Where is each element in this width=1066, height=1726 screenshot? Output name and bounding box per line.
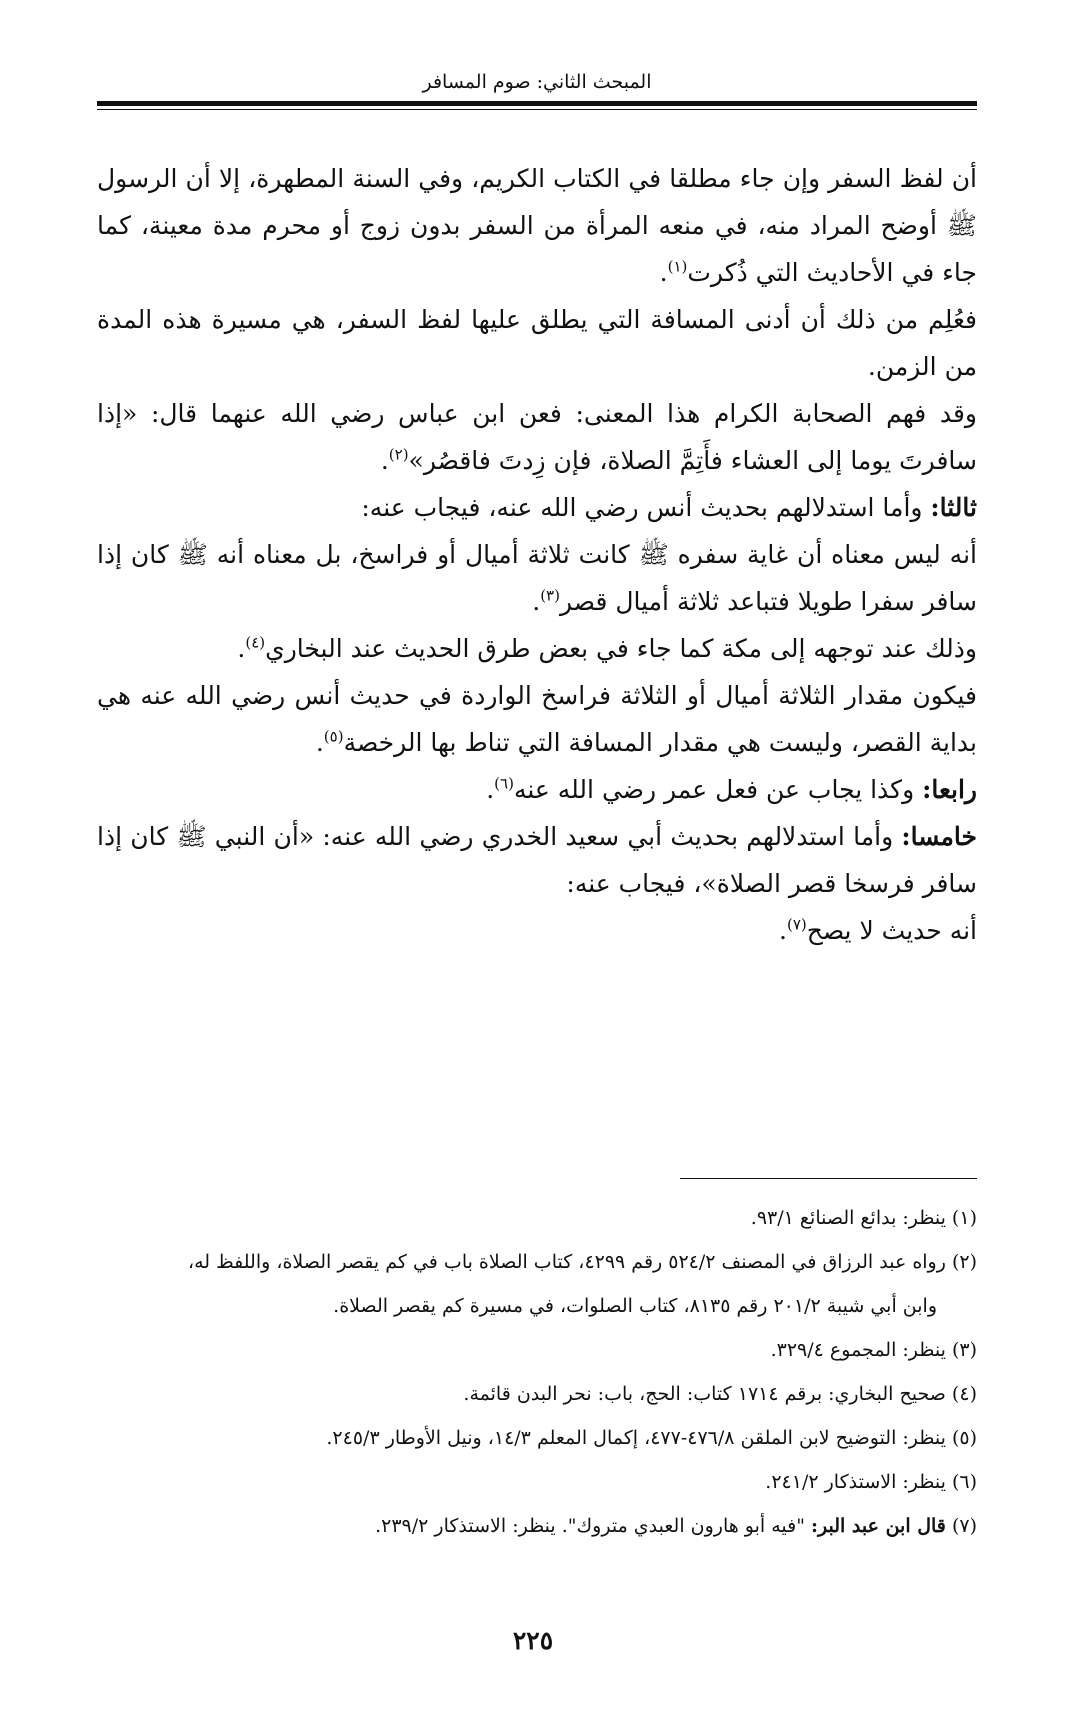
footnote-ref[interactable]: (٥) [323, 727, 344, 746]
footnote: (٧) قال ابن عبد البر: "فيه أبو هارون العبدي متروك". ينظر: الاستذكار ٢٣٩/٢. [375, 1515, 977, 1537]
footnote-ref[interactable]: (٤) [245, 633, 266, 652]
paragraph: ثالثا: وأما استدلالهم بحديث أنس رضي الله عنه، فيجاب عنه: [361, 493, 977, 522]
section-lead: خامسا: [901, 822, 977, 851]
paragraph: وذلك عند توجهه إلى مكة كما جاء في بعض طرق الحديث عند البخاري$^{(٤)}$. [237, 633, 977, 663]
section-lead: ثالثا: [930, 493, 977, 522]
paragraph: خامسا: وأما استدلالهم بحديث أبي سعيد الخدري رضي الله عنه: «أن النبي ﷺ كان إذا سافر فرسخا قصر الصلاة»، فيجاب عنه: [97, 822, 977, 898]
running-header: المبحث الثاني: صوم المسافر [422, 71, 652, 93]
header-rule-thin [97, 109, 977, 110]
footnote: (٣) ينظر: المجموع ٣٢٩/٤. [770, 1339, 977, 1361]
footnotes [97, 1196, 977, 1548]
paragraph: فيكون مقدار الثلاثة أميال أو الثلاثة فراسخ الواردة في حديث أنس رضي الله عنه هي بداية القصر، وليست هي مقدار المسافة التي تناط بها الرخصة$^{(٥)}$. [97, 681, 977, 757]
main-text [97, 155, 977, 954]
paragraph: أنه ليس معناه أن غاية سفره ﷺ كانت ثلاثة أميال أو فراسخ، بل معناه أنه ﷺ كان إذا سافر سفرا طويلا فتباعد ثلاثة أميال قصر$^{(٣)}$. [97, 540, 977, 616]
page-number: ٢٢٥ [512, 1626, 554, 1655]
footnote: (١) ينظر: بدائع الصنائع ٩٣/١. [750, 1207, 977, 1229]
footnote-ref[interactable]: (٧) [786, 915, 807, 934]
footnote-ref[interactable]: (٦) [494, 774, 514, 793]
footnote-ref[interactable]: (٢) [388, 445, 409, 464]
paragraph: فعُلِم من ذلك أن أدنى المسافة التي يطلق عليها لفظ السفر، هي مسيرة هذه المدة من الزمن. [97, 305, 977, 381]
footnote: (٥) ينظر: التوضيح لابن الملقن ٤٧٦/٨-٤٧٧، إكمال المعلم ١٤/٣، ونيل الأوطار ٢٤٥/٣. [326, 1427, 977, 1449]
footnote: (٤) صحيح البخاري: برقم ١٧١٤ كتاب: الحج، باب: نحر البدن قائمة. [463, 1383, 977, 1405]
paragraph: رابعا: وكذا يجاب عن فعل عمر رضي الله عنه$^{(٦)}$. [486, 774, 977, 804]
footnote-lead: قال ابن عبد البر: [811, 1515, 946, 1537]
section-lead: رابعا: [922, 775, 977, 804]
paragraph: وقد فهم الصحابة الكرام هذا المعنى: فعن ابن عباس رضي الله عنهما قال: «إذا سافرتَ يوما إلى العشاء فأَتِمَّ الصلاة، فإن زِدتَ فاقصُر»$^{(٢)}$. [97, 399, 977, 475]
footnote-separator [680, 1178, 977, 1179]
footnote-ref[interactable]: (١) [667, 257, 688, 276]
footnote-ref[interactable]: (٣) [540, 586, 560, 605]
footnote: (٦) ينظر: الاستذكار ٢٤١/٢. [765, 1471, 977, 1493]
header-rule [97, 101, 977, 106]
footnote-continuation: وابن أبي شيبة ٢٠١/٢ رقم ٨١٣٥، كتاب الصلوات، في مسيرة كم يقصر الصلاة. [333, 1295, 937, 1317]
paragraph: أن لفظ السفر وإن جاء مطلقا في الكتاب الكريم، وفي السنة المطهرة، إلا أن الرسول ﷺ أوضح المراد منه، في منعه المرأة من السفر بدون زوج أو محرم مدة معينة، كما جاء في الأحاديث التي ذُكرت$^{(١)}$. [97, 164, 977, 287]
paragraph: أنه حديث لا يصح$^{(٧)}$. [779, 915, 977, 945]
footnote: (٢) رواه عبد الرزاق في المصنف ٥٢٤/٢ رقم ٤٢٩٩، كتاب الصلاة باب في كم يقصر الصلاة، واللفظ له، [187, 1251, 977, 1273]
